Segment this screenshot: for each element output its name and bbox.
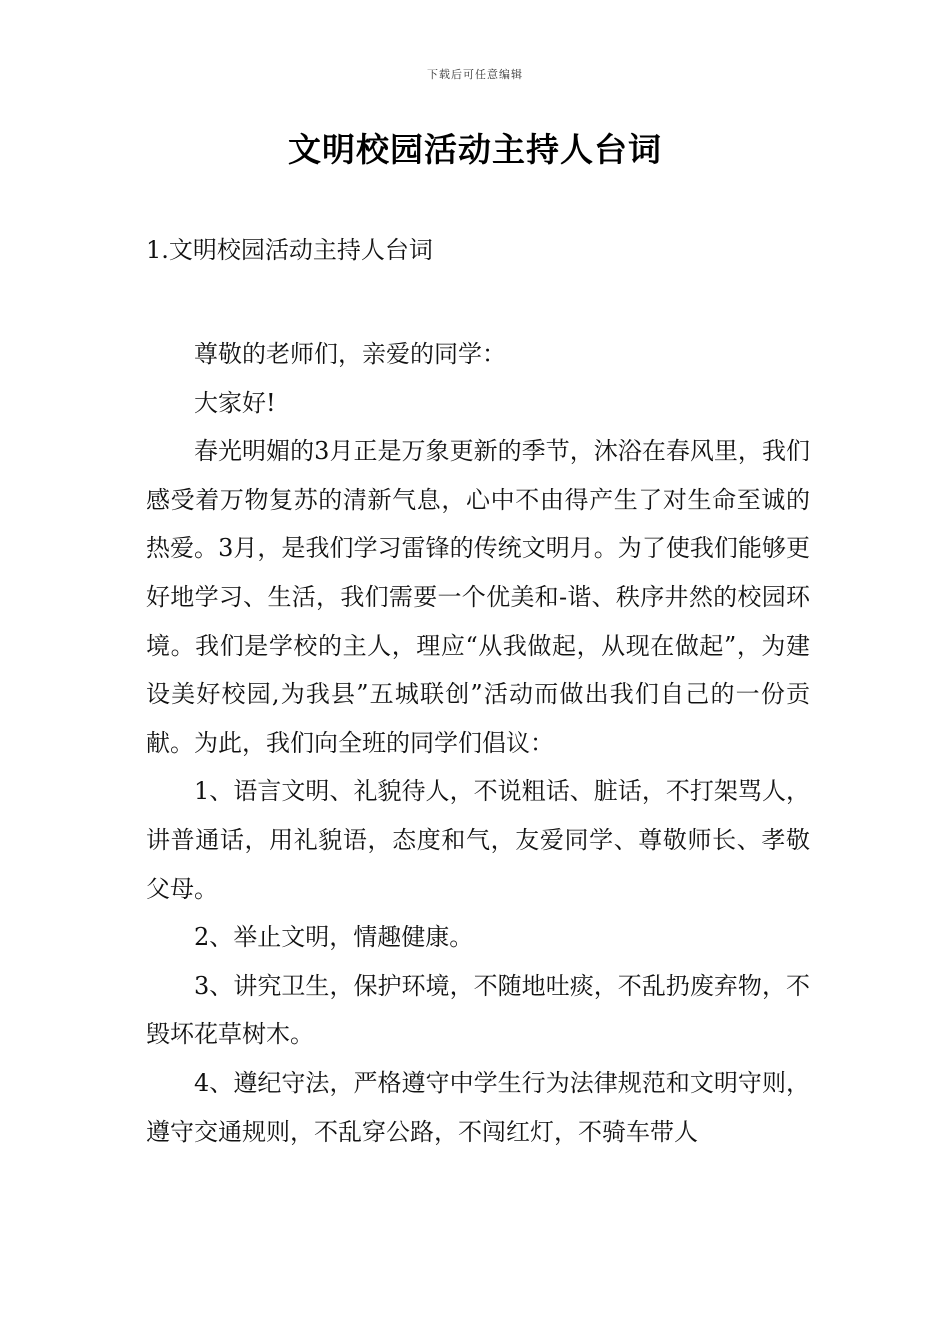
paragraph-hello: 大家好! (194, 388, 276, 417)
paragraph-item-3: 3、讲究卫生，保护环境，不随地吐痰，不乱扔废弃物，不毁坏花草树木。 (146, 971, 810, 1049)
document-title: 文明校园活动主持人台词 (288, 130, 662, 169)
document-body (146, 330, 810, 1156)
paragraph-intro: 春光明媚的3月正是万象更新的季节，沐浴在春风里，我们感受着万物复苏的清新气息，心中不由得产生了对生命至诚的热爱。3月，是我们学习雷锋的传统文明月。为了使我们能够更好地学习、生活，我们需要一个优美和-谐、秩序井然的校园环境。我们是学校的主人，理应“从我做起，从现在做起”，为建设美好校园,为我县”五城联创”活动而做出我们自己的一份贡献。为此，我们向全班的同学们倡议： (146, 437, 810, 757)
paragraph-item-2: 2、举止文明，情趣健康。 (194, 923, 474, 952)
paragraph-item-1: 1、语言文明、礼貌待人，不说粗话、脏话，不打架骂人，讲普通话，用礼貌语，态度和气，友爱同学、尊敬师长、孝敬父母。 (146, 777, 810, 903)
paragraph-item-4: 4、遵纪守法，严格遵守中学生行为法律规范和文明守则，遵守交通规则，不乱穿公路，不闯红灯，不骑车带人 (146, 1068, 810, 1146)
section-heading: 1.文明校园活动主持人台词 (146, 236, 433, 264)
header-note: 下载后可任意编辑 (427, 68, 523, 81)
paragraph-greeting: 尊敬的老师们，亲爱的同学： (194, 340, 506, 368)
